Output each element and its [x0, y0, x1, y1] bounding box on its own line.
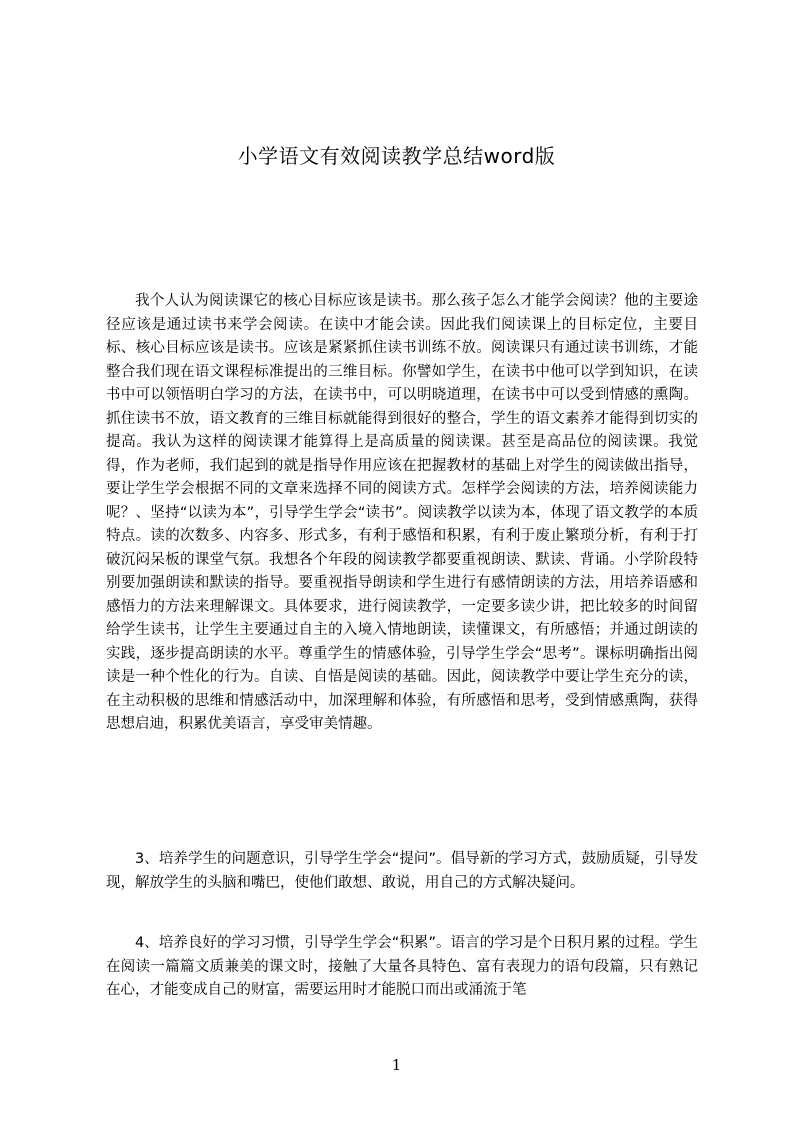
page-number: 1: [391, 1056, 402, 1074]
paragraph-reading-goals: 我个人认为阅读课它的核心目标应该是读书。那么孩子怎么才能学会阅读？他的主要途径应该是通过读书来学会阅读。在读中才能会读。因此我们阅读课上的目标定位，主要目标、核心目标应该是读书。应该是紧紧抓住读书训练不放。阅读课只有通过读书训练，才能整合我们现在语文课程标准提出的三维目标。你譬如学生，在读书中他可以学到知识，在读书中可以领悟明白学习的方法，在读书中，可以明晓道理，在读书中可以受到情感的熏陶。抓住读书不放，语文教育的三维目标就能得到很好的整合，学生的语文素养才能得到切实的提高。我认为这样的阅读课才能算得上是高质量的阅读课。甚至是高品位的阅读课。我觉得，作为老师，我们起到的就是指导作用应该在把握教材的基础上对学生的阅读做出指导，要让学生学会根据不同的文章来选择不同的阅读方式。怎样学会阅读的方法，培养阅读能力呢？、坚持“以读为本”，引导学生学会“读书”。阅读教学以读为本，体现了语文教学的本质特点。读的次数多、内容多、形式多，有利于感悟和积累，有利于废止繁琐分析，有利于打破沉闷呆板的课堂气氛。我想各个年段的阅读教学都要重视朗读、默读、背诵。小学阶段特别要加强朗读和默读的指导。要重视指导朗读和学生进行有感情朗读的方法，用培养语感和感悟力的方法来理解课文。具体要求，进行阅读教学，一定要多读少讲，把比较多的时间留给学生读书，让学生主要通过自主的入境入情地朗读，读懂课文，有所感悟；并通过朗读的实践，逐步提高朗读的水平。尊重学生的情感体验，引导学生学会“思考”。课标明确指出阅读是一种个性化的行为。自读、自悟是阅读的基础。因此，阅读教学中要让学生充分的读，在主动积极的思维和情感活动中，加深理解和体验，有所感悟和思考，受到情感熏陶，获得思想启迪，积累优美语言，享受审美情趣。: [106, 293, 698, 732]
document-title: 小学语文有效阅读教学总结word版: [237, 144, 556, 168]
paragraph-learning-habits: 4、培养良好的学习习惯，引导学生学会“积累”。语言的学习是个日积月累的过程。学生在阅读一篇篇文质兼美的课文时，接触了大量各具特色、富有表现力的语句段篇，只有熟记在心，才能变成自己的财富，需要运用时才能脱口而出或涌流于笔: [106, 935, 698, 998]
paragraph-question-awareness: 3、培养学生的问题意识，引导学生学会“提问”。倡导新的学习方式，鼓励质疑，引导发现，解放学生的头脑和嘴巴，使他们敢想、敢说，用自己的方式解决疑问。: [106, 851, 698, 891]
